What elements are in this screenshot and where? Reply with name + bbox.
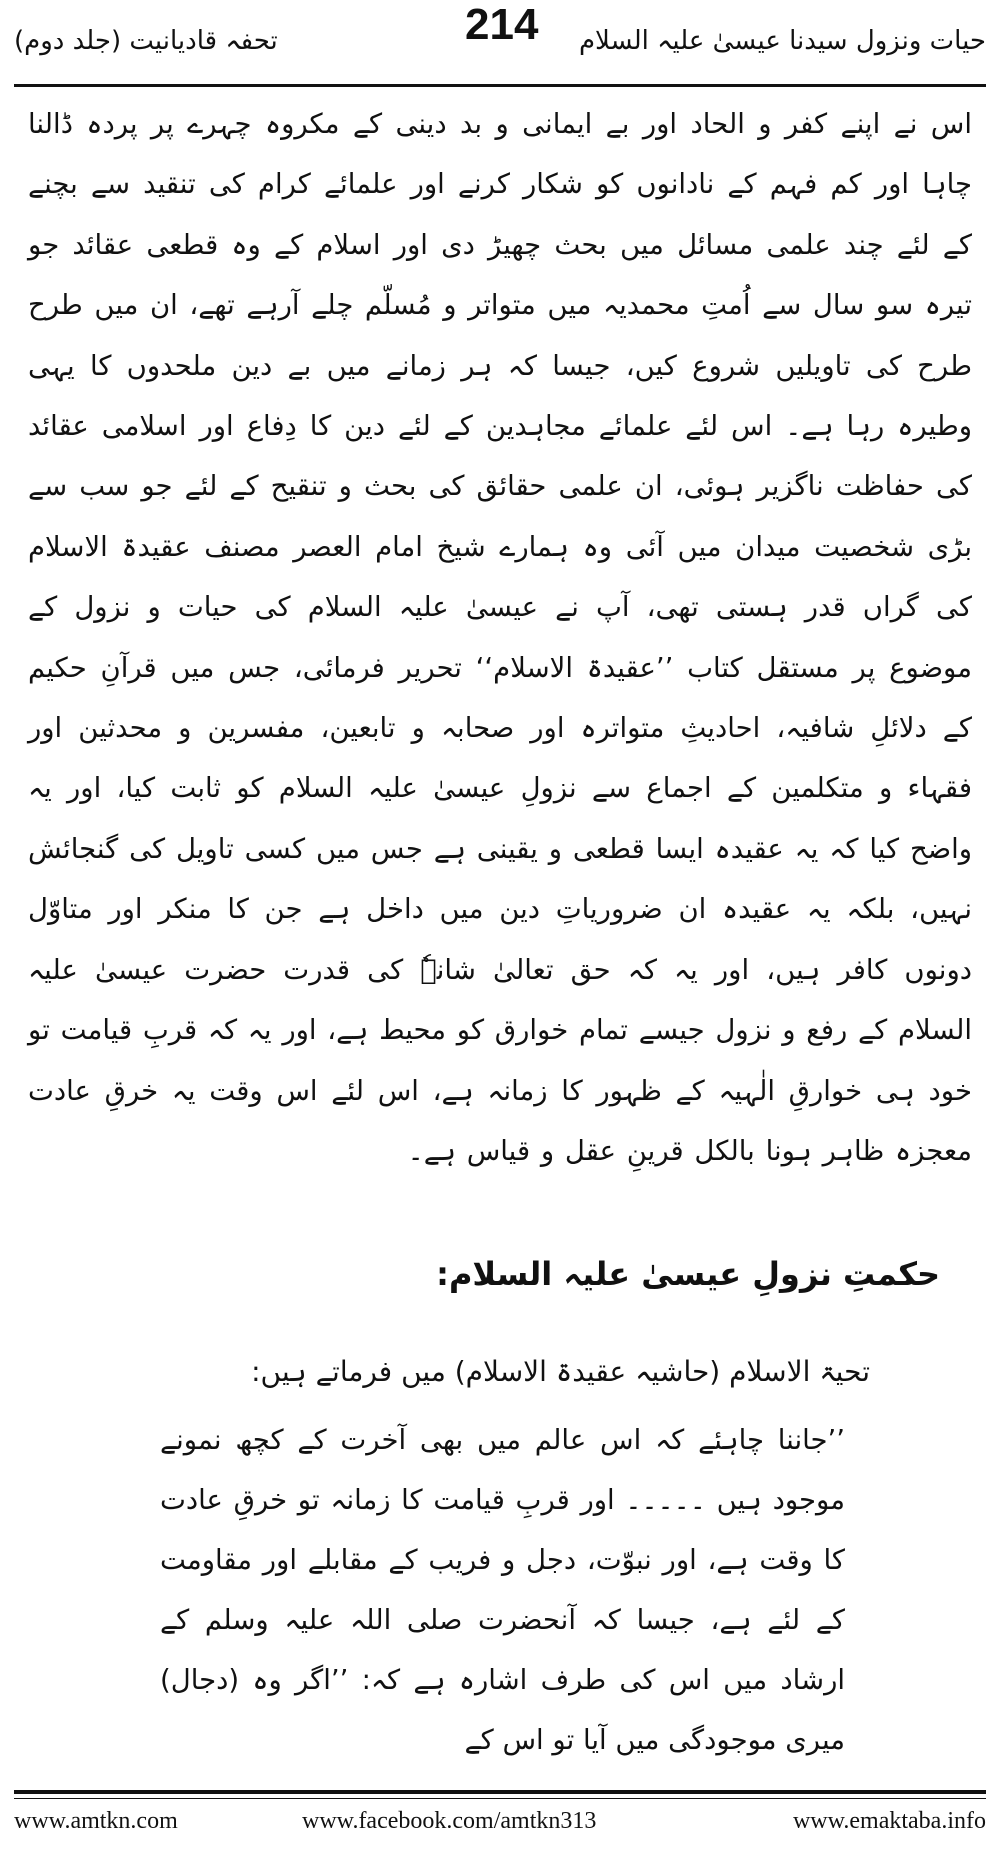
- header-chapter-title: حیات ونزول سیدنا عیسیٰ علیہ السلام: [578, 26, 986, 56]
- header-book-title: تحفہ قادیانیت (جلد دوم): [14, 26, 278, 56]
- section-heading: حکمتِ نزولِ عیسیٰ علیہ السلام:: [436, 1255, 940, 1293]
- footer-link-facebook[interactable]: www.facebook.com/amtkn313: [302, 1808, 597, 1834]
- page-number: 214: [465, 0, 539, 49]
- footer-link-amtkn[interactable]: www.amtkn.com: [14, 1808, 178, 1834]
- footer-link-emaktaba[interactable]: www.emaktaba.info: [792, 1808, 986, 1834]
- footer-divider-thin: [14, 1798, 986, 1799]
- block-quote: ’’جاننا چاہئے کہ اس عالم میں بھی آخرت کے کچھ نمونے موجود ہیں ۔۔۔۔۔ اور قربِ قیامت کا زمانہ تو خرقِ عادت کا وقت ہے، اور نبوّت، دجل و فریب کے مقابلے اور مقاومت کے لئے ہے، جیسا کہ آنحضرت صلی اللہ علیہ وسلم کے ارشاد میں اس کی طرف اشارہ ہے کہ: ’’اگر وہ (دجال) میری موجودگی میں آیا تو اس کے: [160, 1424, 845, 1756]
- footer-divider-thick: [14, 1790, 986, 1794]
- header-divider: [14, 84, 986, 87]
- page-footer: [14, 1808, 986, 1840]
- body-paragraph: اس نے اپنے کفر و الحاد اور بے ایمانی و بد دینی کے مکروہ چہرے پر پردہ ڈالنا چاہا اور کم فہم کے نادانوں کو شکار کرنے اور علمائے کرام کی تنقید سے بچنے کے لئے چند علمی مسائل میں بحث چھیڑ دی اور اسلام کے وہ قطعی عقائد جو تیرہ سو سال سے اُمتِ محمدیہ میں متواتر و مُسلّم چلے آرہے تھے، ان میں طرح طرح کی تاویلیں شروع کیں، جیسا کہ ہر زمانے میں بے دین ملحدوں کا یہی وطیرہ رہا ہے۔ اس لئے علمائے مجاہدین کے لئے دین کا دِفاع اور اسلامی عقائد کی حفاظت ناگزیر ہوئی، ان علمی حقائق کی بحث و تنقیح کے لئے جو سب سے بڑی شخصیت میدان میں آئی وہ ہمارے شیخ امام العصر مصنف عقیدۃ الاسلام کی گراں قدر ہستی تھی، آپ نے عیسیٰ علیہ السلام کی حیات و نزول کے موضوع پر مستقل کتاب ’’عقیدۃ الاسلام‘‘ تحریر فرمائی، جس میں قرآنِ حکیم کے دلائلِ شافیہ، احادیثِ متواترہ اور صحابہ و تابعین، مفسرین و محدثین اور فقہاء و متکلمین کے اجماع سے نزولِ عیسیٰ علیہ السلام کو ثابت کیا، اور یہ واضح کیا کہ یہ عقیدہ ایسا قطعی و یقینی ہے جس میں کسی تاویل کی گنجائش نہیں، بلکہ یہ عقیدہ ان ضروریاتِ دین میں داخل ہے جن کا منکر اور متاوّل دونوں کافر ہیں، اور یہ کہ حق تعالیٰ شانہٗ کی قدرت حضرت عیسیٰ علیہ السلام کے رفع و نزول جیسے تمام خوارق کو محیط ہے، اور یہ کہ قربِ قیامت تو خود ہی خوارقِ الٰہیہ کے ظہور کا زمانہ ہے، اس لئے اس وقت یہ خرقِ عادت معجزہ ظاہر ہونا بالکل قرینِ عقل و قیاس ہے۔: [28, 108, 972, 1167]
- quote-intro: تحیۃ الاسلام (حاشیہ عقیدۃ الاسلام) میں فرماتے ہیں:: [251, 1355, 870, 1388]
